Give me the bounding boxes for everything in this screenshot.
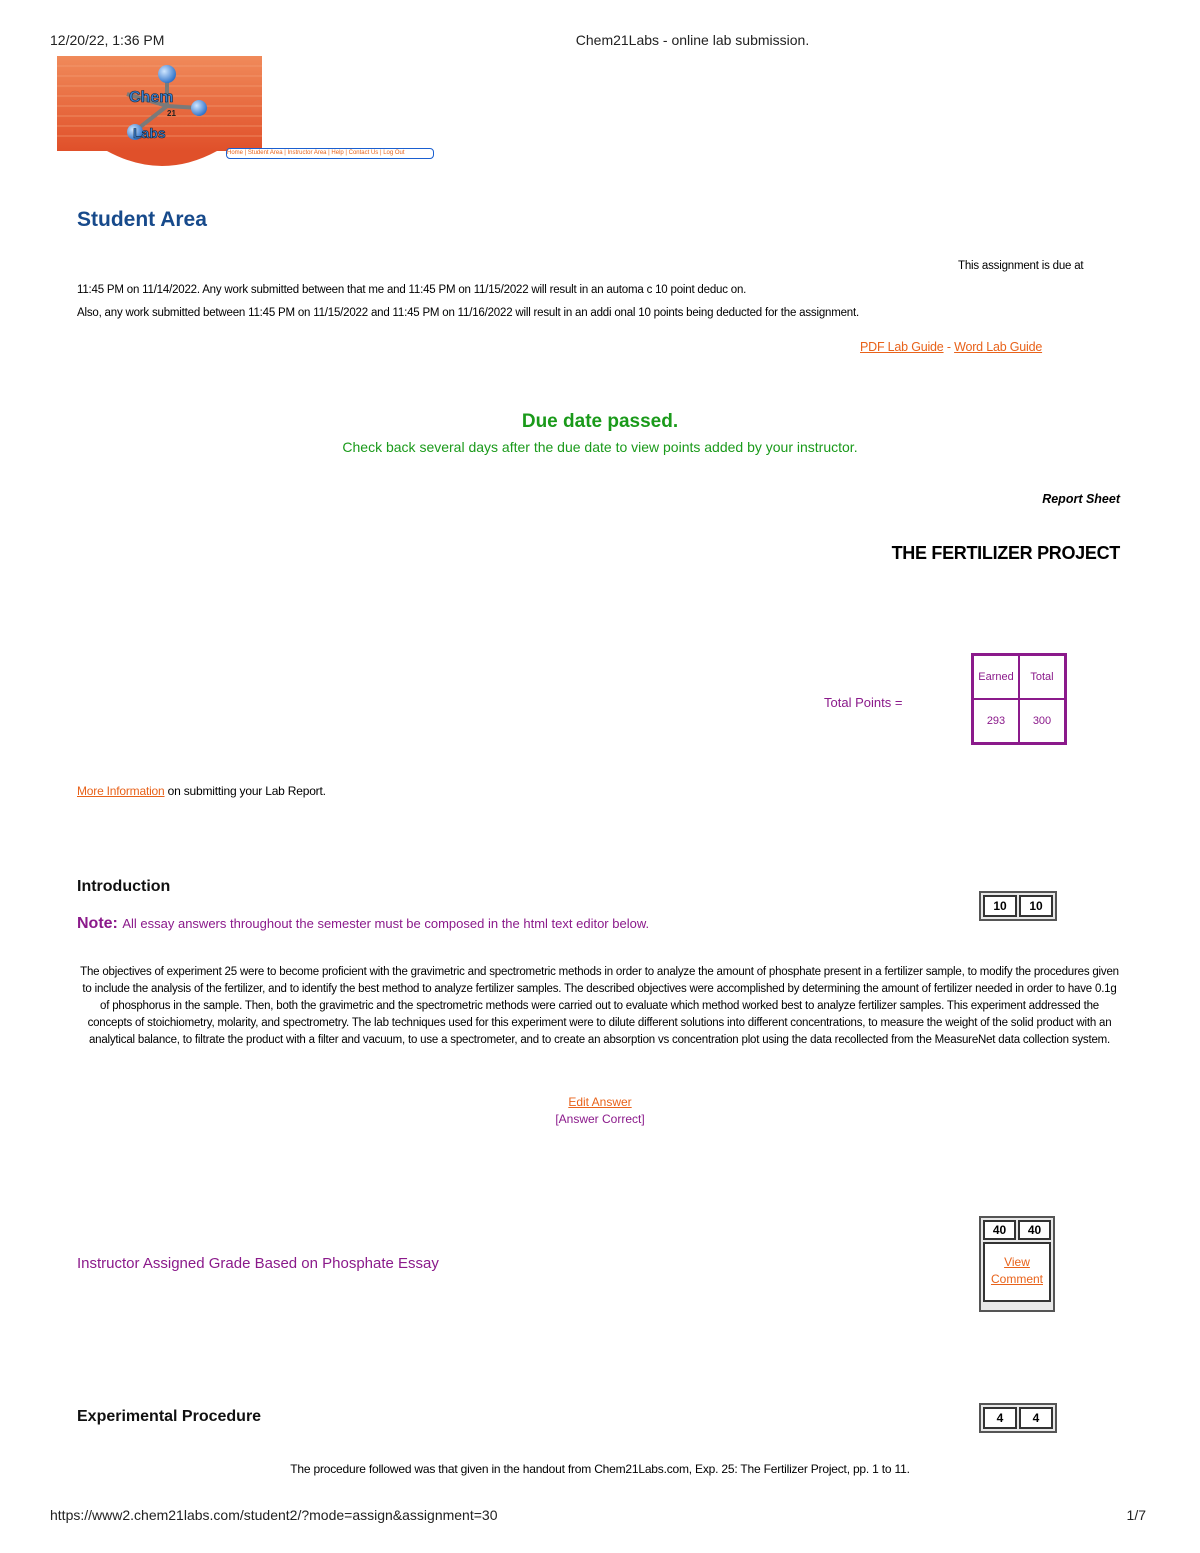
print-title: Chem21Labs - online lab submission. xyxy=(575,32,810,48)
instructor-grade-earned: 40 xyxy=(983,1220,1016,1240)
procedure-earned: 4 xyxy=(983,1407,1017,1429)
total-points-table xyxy=(971,653,1067,745)
view-comment-cell xyxy=(983,1242,1051,1302)
essay-note xyxy=(77,915,649,933)
print-page-number: 1/7 xyxy=(1126,1507,1146,1523)
note-text: All essay answers throughout the semester must be composed in the html text editor below. xyxy=(122,916,650,931)
guide-separator: - xyxy=(943,340,955,354)
total-value: 300 xyxy=(1019,699,1066,744)
edit-answer-link-wrap xyxy=(0,1095,1200,1109)
page-title: Student Area xyxy=(77,208,207,231)
instructor-grade-title: Instructor Assigned Grade Based on Phosphate Essay xyxy=(77,1255,439,1272)
report-sheet-label: Report Sheet xyxy=(1042,492,1120,506)
note-label: Note: xyxy=(77,915,118,932)
top-nav-strip[interactable]: Home | Student Area | Instructor Area | Help | Contact Us | Log Out xyxy=(226,148,434,159)
pdf-lab-guide-link[interactable]: PDF Lab Guide xyxy=(860,340,944,354)
print-url: https://www2.chem21labs.com/student2/?mode=assign&assignment=30 xyxy=(50,1507,498,1523)
procedure-total: 4 xyxy=(1019,1407,1053,1429)
due-passed-title: Due date passed. xyxy=(521,411,679,432)
answer-status: [Answer Correct] xyxy=(555,1112,645,1126)
procedure-score xyxy=(979,1403,1057,1433)
introduction-title: Introduction xyxy=(77,878,171,895)
introduction-total: 10 xyxy=(1019,895,1053,917)
more-information-link[interactable]: More Information xyxy=(77,784,165,798)
report-title: THE FERTILIZER PROJECT xyxy=(891,543,1120,563)
logo-labs-text: Labs xyxy=(133,125,166,141)
earned-value: 293 xyxy=(973,699,1020,744)
earned-header: Earned xyxy=(973,655,1020,700)
more-info-line xyxy=(77,784,326,798)
introduction-essay: The objectives of experiment 25 were to become proficient with the gravimetric and spectrometric methods in order to analyze the amount of phosphate present in a fertilizer sample, to modify the procedures given to include the analysis of the fertilizer, and to identify the best method to analyze fertilizer samples. The described objectives were accomplished by determining the amount of fertilizer needed in order to have 0.1g of phosphorus in the sample. Then, both the gravimetric and the spectrometric methods were carried out to evaluate which method worked best to analyze fertilizer samples. This experiment addressed the concepts of stoichiometry, molarity, and spectrometry. The lab techniques used for this experiment were to dilute different solutions into different concentrations, to measure the weight of the solid product with an analytical balance, to filtrate the product with a filter and vacuum, to use a spectrometer, and to create an absorption vs concentration plot using the data recollected from the MeasureNet data collection system. xyxy=(80,966,1119,1046)
procedure-text: The procedure followed was that given in the handout from Chem21Labs.com, Exp. 25: The Fertilizer Project, pp. 1 to 11. xyxy=(290,1462,910,1476)
total-header: Total xyxy=(1019,655,1066,700)
due-passed-subtitle: Check back several days after the due date to view points added by your instructor. xyxy=(342,439,858,455)
view-comment-link-line2[interactable]: Comment xyxy=(990,1272,1043,1286)
introduction-earned: 10 xyxy=(983,895,1017,917)
total-points-label: Total Points = xyxy=(824,695,903,710)
lab-guides xyxy=(860,340,1042,354)
word-lab-guide-link[interactable]: Word Lab Guide xyxy=(954,340,1043,354)
edit-answer-link[interactable]: Edit Answer xyxy=(568,1095,632,1109)
procedure-title: Experimental Procedure xyxy=(77,1408,262,1425)
logo-chem-text: Chem xyxy=(129,89,174,106)
print-datetime: 12/20/22, 1:36 PM xyxy=(50,32,165,48)
instructor-grade-total: 40 xyxy=(1018,1220,1051,1240)
introduction-score xyxy=(979,891,1057,921)
logo-21-text: 21 xyxy=(167,109,176,118)
due-notice-line1: 11:45 PM on 11/14/2022. Any work submitted between that me and 11:45 PM on 11/15/2022 will result in an automa c 10 point deduc on. xyxy=(77,284,747,296)
due-notice-line2: Also, any work submitted between 11:45 PM on 11/15/2022 and 11:45 PM on 11/16/2022 will result in an addi onal 10 points being deducted for the assignment. xyxy=(77,307,859,319)
due-notice-lead: This assignment is due at xyxy=(958,260,1084,272)
view-comment-link-line1[interactable]: View xyxy=(1004,1255,1030,1269)
more-info-text: on submitting your Lab Report. xyxy=(164,784,326,798)
instructor-grade-box xyxy=(979,1216,1055,1312)
